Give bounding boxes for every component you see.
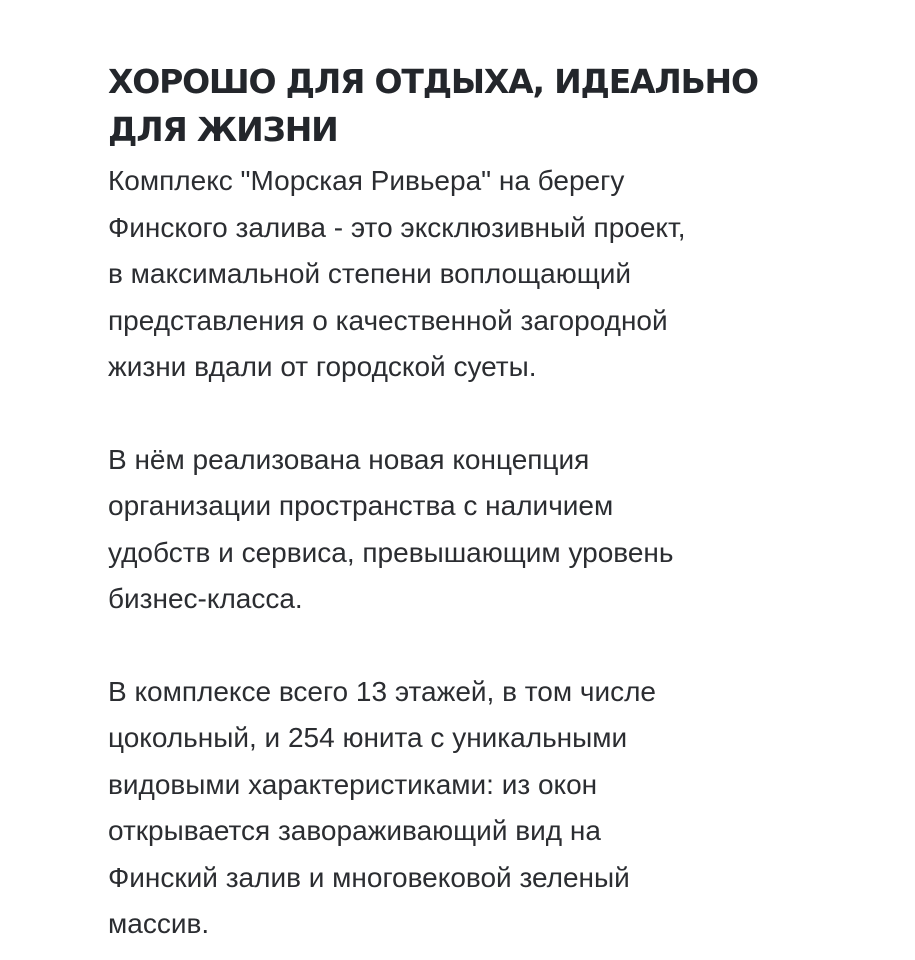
article-paragraph-3: В комплексе всего 13 этажей, в том числе цокольный, и 254 юнита с уникальными видовыми характеристиками: из окон открывается завораживающий вид на Финский залив и многовековой зеленый массив.	[108, 675, 656, 939]
article-paragraph-2: В нём реализована новая концепция организации пространства с наличием удобств и сервиса, превышающим уровень бизнес-класса.	[108, 443, 674, 614]
article-paragraph-1: Комплекс "Морская Ривьера" на берегу Финского залива - это эксклюзивный проект, в максимальной степени воплощающий представления о качественной загородной жизни вдали от городской суеты.	[108, 165, 686, 382]
article-title: ХОРОШО ДЛЯ ОТДЫХА, ИДЕАЛЬНО ДЛЯ ЖИЗНИ	[108, 62, 758, 149]
article	[108, 58, 848, 948]
